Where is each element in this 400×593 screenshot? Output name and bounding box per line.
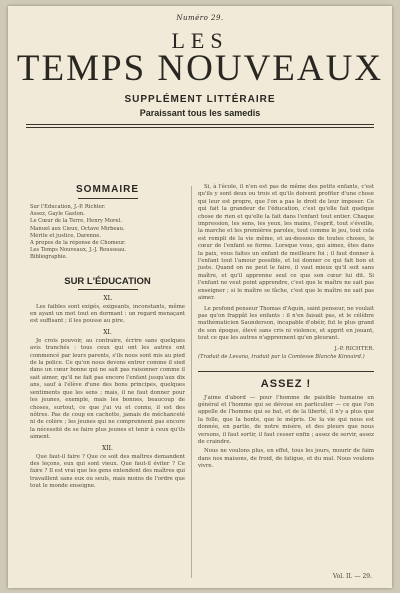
assez-article (198, 371, 374, 471)
volume-footer: Vol. II. — 29. (332, 573, 372, 580)
article-signature: J.-P. RICHTER. (334, 345, 374, 352)
right-column (198, 184, 374, 471)
left-column (30, 184, 185, 491)
section-number: XL (103, 294, 112, 302)
section-number: XII. (102, 444, 113, 452)
article-paragraph: Le profond penseur Thomas d'Aquin, saint penseur, ne voulait pas qu'on frappât les enfants : il n'en faisait pas, et le célèbre mathématicien Saunderson, incapable d'obéir, fut le plus grand de son époque, élevé sans cris ni violence, et apprit en jouant, tout ce que les autres n'apprennent qu'en pleurant. (198, 305, 374, 342)
education-rule (78, 289, 138, 290)
newspaper-page (8, 6, 392, 588)
section-text: Je crois pouvoir, au contraire, écrire sans quelques avis tranchés : tous ceux qui ont les autres ont commencé par leurs parents, s'ils nous sont mis au pied de la police. Ce qu'on nous devons entrer comme il sied dans un cœur bonne qui ne sait pas raisonner comme il sait aimer, qu'il ne fait pas encore l'enfant jusqu'aux dix ans, sauf à l'élève d'une des bons principes, quelques sentiments que les sens ; mais, il ne faut donner pour les jeunes, exemple, mais les bonnes, beaucoup de choses, surtout, ce que j'ai vu et connu, il est des nôtres. Pas de coup en cachette, jamais de méchanceté ni de colère ; les jeunes qui ne comprennent pas encore la nécessité de se faire plus jeunes et tenir à ceux qu'ils aiment. (30, 337, 185, 441)
issue-number: Numéro 29. (176, 14, 224, 22)
masthead-title: TEMPS NOUVEAUX (16, 48, 384, 89)
column-divider (191, 186, 192, 578)
assez-paragraph: Nous ne voulons plus, en effet, tous les jours, mourir de faim dans nos maisons, de froid, de fatigue, et du mal. Nous voulons vivre. (198, 448, 374, 470)
masthead-rule-bottom (26, 127, 374, 128)
assez-paragraph: J'aime d'abord — pour l'homme de paisible humaine en général et l'homme qui se dévoue en particulier — ce que l'on appelle de l'homme qui se bat, et de la liberté, il n'y a plus que la folle, que la honte, que le mépris. De la vie qui nous est donnée, en partie, de notre misère, et des pleurs que nous versons, il faut sortir, il faut cesser enfin ; assez de servir, assez de craindre. (198, 394, 374, 445)
education-heading: SUR L'ÉDUCATION (64, 275, 151, 287)
masthead-les: LES (171, 28, 229, 53)
sommaire-item: Le Cœur de la Terre, Henry Morel. (30, 218, 122, 225)
publication-frequency: Paraissant tous les samedis (139, 108, 261, 118)
sommaire-item: Les Temps Nouveaux, J.-J. Rousseau. (30, 247, 127, 254)
article-paragraph: Si, à l'école, il n'en est pas de même des petits enfants, c'est qu'ils y sont deux ou trois et qu'ils doivent profiter d'une chose qui leur est propre, que l'on a pas le droit de leur imposer. Ce qui fait la grandeur de l'éducation, c'est qu'elle fait quelque chose de rien et qu'elle la fait dans l'enfant tout entier. Chaque impression, les sens, les yeux, les mains, l'esprit, tout s'éveille, la marche et les premières paroles, tout comme le jeu, tout cela est rempli de la vie même, et au-dessous de toutes choses, le cœur de l'enfant se forme. Lorsque vous, qui aimez, êtes dans la paix, vous faites un enfant de meilleure foi ; il faut donner à l'enfant tout l'amour possible, et lui donner ce qui fait bon et juste. Quand on ne peut le faire, il vaut mieux qu'il soit sans maître, et qu'il apprenne seul ce que son cœur lui dit. Si l'enfant ne veut point apprendre, c'est que le maître ne sait pas enseigner ; si le maître se fâche, c'est que le maître ne sait pas aimer. (198, 184, 374, 302)
assez-heading: ASSEZ ! (260, 377, 312, 390)
sommaire-item: Mérite et justice, Darenne. (30, 232, 101, 239)
sommaire-list (30, 204, 185, 262)
sommaire-item: À propos de la réponse de Chomeur. (30, 240, 126, 247)
section-number: XI. (103, 328, 112, 336)
sommaire-heading: SOMMAIRE (76, 184, 139, 195)
section-text: Les faibles sont exigés, exigeants, inconstants, même en ayant un mot tout en dormant : un regard menaçant est suffisant ; il les pousse au pire. (30, 303, 185, 325)
sommaire-rule (78, 198, 138, 199)
article-source-note: (Traduit de Levana, traduit par la Comtesse Blanche Kinnaird.) (198, 353, 365, 360)
supplement-subtitle: SUPPLÉMENT LITTÉRAIRE (124, 94, 276, 105)
sommaire-item: Assez, Gayle Gaston. (30, 211, 85, 218)
masthead-rule-top (26, 124, 374, 125)
sommaire-item: Bibliographie. (30, 254, 68, 261)
sommaire-item: Manuel aux Cieux, Octave Mirbeau. (30, 225, 125, 232)
sommaire-item: Sur l'Éducation, J.-P. Richter. (30, 204, 106, 210)
section-text: Que faut-il faire ? Que ce soit des maîtres demandent des leçons, eux qui sont vieux. Que faut-il éviter ? Ce faire ? Il est vrai que les gens entendent des maîtres qui travaillent sans eux ou seuls, mais moins de l'ordre que tout le monde enseigne. (30, 453, 185, 490)
